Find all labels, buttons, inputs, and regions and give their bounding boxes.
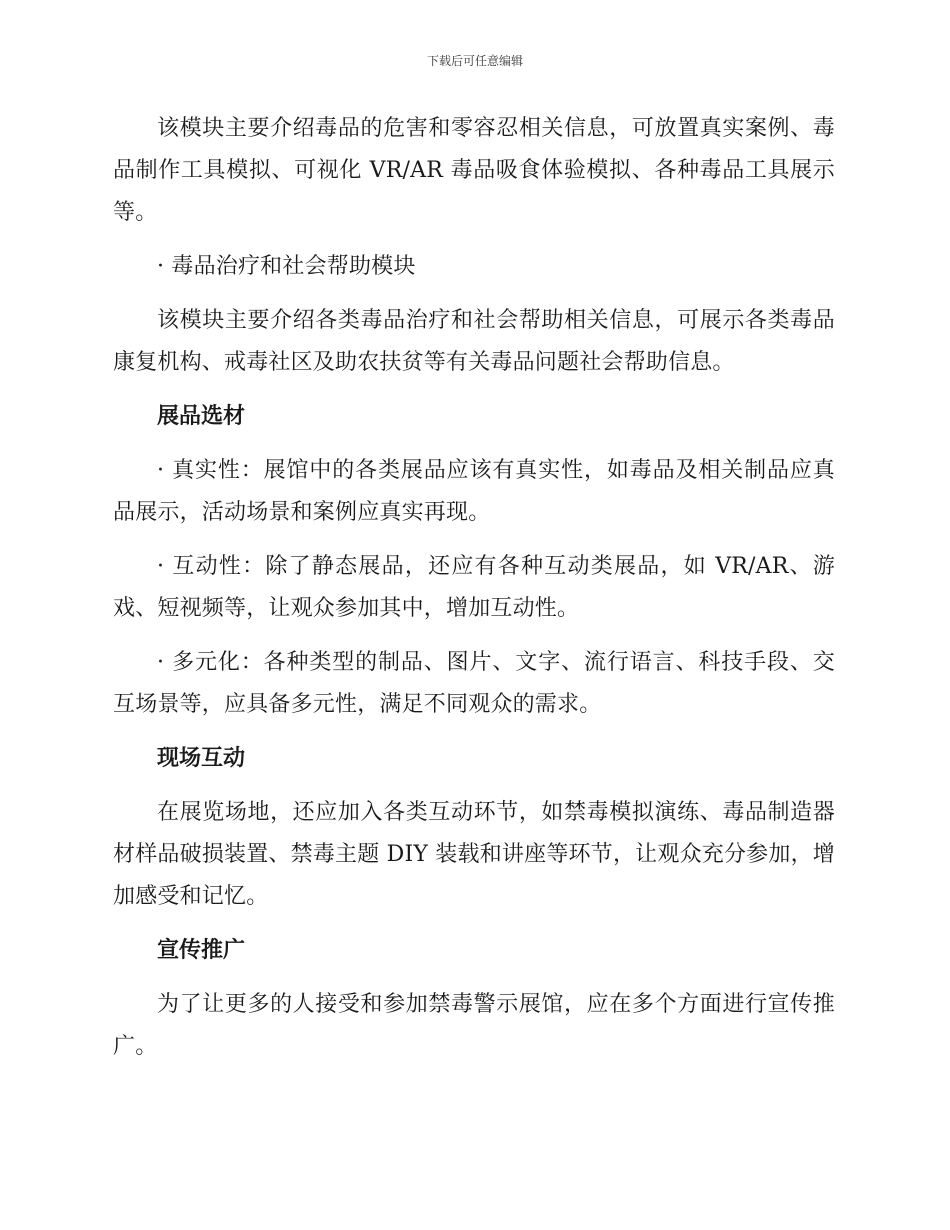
header-note: 下载后可任意编辑 [426,54,523,68]
bullet-authenticity: · 真实性：展馆中的各类展品应该有真实性，如毒品及相关制品应真品展示，活动场景和案例应真实再现。 [113,458,835,525]
bullet-interactivity: · 互动性：除了静态展品，还应有各种互动类展品，如 VR/AR、游戏、短视频等，让观众参加其中，增加互动性。 [113,554,835,621]
paragraph-treatment-intro: 该模块主要介绍各类毒品治疗和社会帮助相关信息，可展示各类毒品康复机构、戒毒社区及助农扶贫等有关毒品问题社会帮助信息。 [113,308,835,375]
heading-promotion: 宣传推广 [157,938,246,963]
bullet-treatment-module: · 毒品治疗和社会帮助模块 [157,254,416,279]
bullet-diversity: · 多元化：各种类型的制品、图片、文字、流行语言、科技手段、交互场景等，应具备多元性，满足不同观众的需求。 [113,650,835,717]
paragraph-onsite-interaction: 在展览场地，还应加入各类互动环节，如禁毒模拟演练、毒品制造器材样品破损装置、禁毒主题 DIY 装载和讲座等环节，让观众充分参加，增加感受和记忆。 [113,800,835,909]
heading-onsite-interaction: 现场互动 [157,746,246,771]
document-body [113,108,835,1080]
paragraph-module-intro: 该模块主要介绍毒品的危害和零容忍相关信息，可放置真实案例、毒品制作工具模拟、可视化 VR/AR 毒品吸食体验模拟、各种毒品工具展示等。 [113,116,835,225]
heading-exhibit-selection: 展品选材 [157,404,246,429]
paragraph-promotion: 为了让更多的人接受和参加禁毒警示展馆，应在多个方面进行宣传推广。 [113,992,835,1059]
